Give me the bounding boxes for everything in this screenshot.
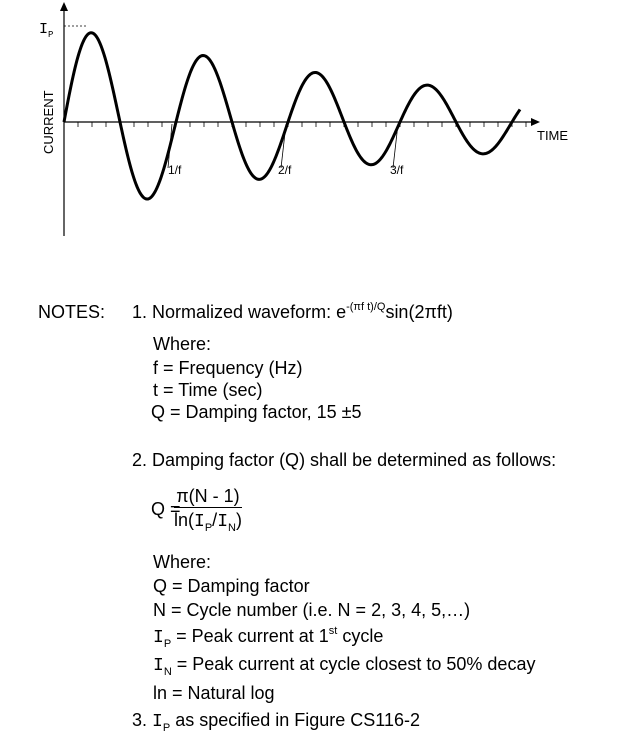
tick-label-3: 3/f [390,163,404,177]
notes-heading: NOTES: [38,302,106,322]
def-ln: ln = Natural log [153,683,275,703]
def-q: Q = Damping factor [153,576,310,596]
tick-label-2: 2/f [278,163,292,177]
note-1-waveform [132,302,453,325]
note-2-text: 2. Damping factor (Q) shall be determined as follows: [132,450,557,470]
damped-sine-figure [0,0,632,250]
note-1-prefix: 1. Normalized waveform: e [132,302,347,322]
note-1-exponent: -(πf t)/Q [346,301,386,313]
q-numerator: π(N - 1) [174,486,242,508]
tick-label-1: 1/f [168,163,182,177]
def-damping-factor: Q = Damping factor, 15 ±5 [151,402,362,422]
tick-leader-2 [281,124,286,168]
q-fraction [174,486,242,534]
note-1-where: Where: [153,334,212,354]
def-n: N = Cycle number (i.e. N = 2, 3, 4, 5,…) [153,600,471,620]
note-3: 3. $I_P$ as specified in Figure CS116-2 [132,710,420,734]
def-time: t = Time (sec) [153,380,263,400]
x-axis-arrow [531,118,540,126]
note-2-where: Where: [153,552,212,572]
def-frequency: f = Frequency (Hz) [153,358,303,378]
def-ip: $I_P$ = Peak current at 1st cycle [153,625,384,650]
def-in: $I_N$ = Peak current at cycle closest to 50% decay [153,654,536,678]
note-1-suffix: sin(2πft) [385,302,453,322]
x-axis-label: TIME [537,128,569,143]
q-equals: Q = [151,499,181,519]
y-peak-label: $I_P$ [39,21,54,40]
damped-sine-waveform [64,33,520,199]
y-axis-arrow [60,2,68,11]
q-denominator: $\ln(I_P/I_N)$ [174,510,242,534]
y-axis-label: CURRENT [41,90,56,154]
